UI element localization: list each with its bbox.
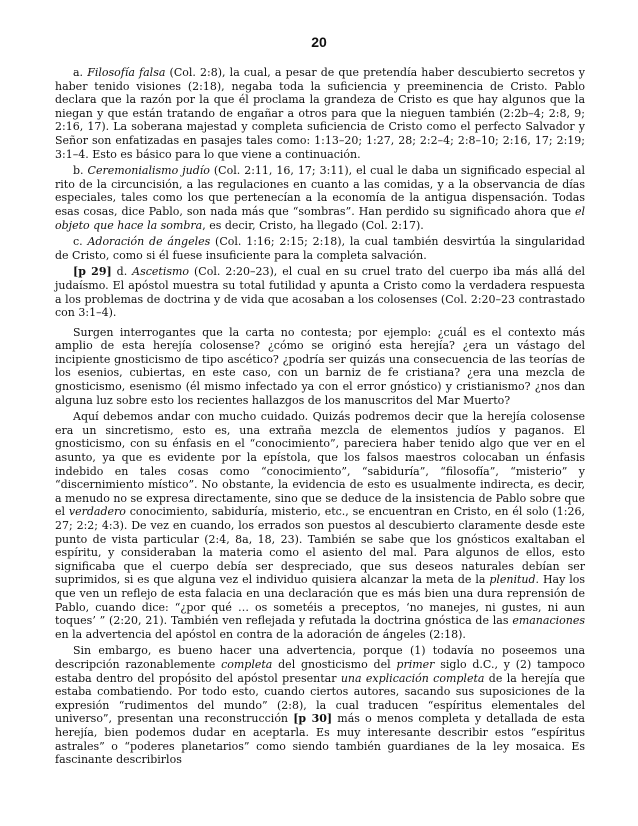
text-run: en la advertencia del apóstol en contra de la adoración de ángeles (2:18). [55, 627, 466, 641]
italic-term: completa [221, 657, 273, 671]
body-text [55, 66, 585, 770]
page-ref-marker: [p 30] [293, 712, 333, 726]
page-ref-marker: [p 29] [73, 265, 112, 279]
text-run: c. [73, 235, 88, 249]
italic-term: Ascetismo [132, 265, 190, 279]
text-run: (Col. 2:8), la cual, a pesar de que pretendía haber descubierto secretos y haber tenido visiones (2:18), negaba toda la suficiencia y preeminencia de Cristo. Pablo declara que la razón por la que él proclama la grandeza de Cristo es que hay algunos que la niegan y que están tratando de engañar a otros para que la nieguen también (2:2b–4; 2:8, 9; 2:16, 17). La soberana majestad y completa suficiencia de Cristo como el perfecto Salvador y Señor son enfatizadas en pasajes tales como: 1:13–20; 1:27, 28; 2:2–4; 2:8–10; 2:16, 17; 2:19; 3:1–4. Esto es básico para lo que viene a continuación. [55, 66, 585, 161]
text-run: del gnosticismo del [272, 657, 397, 671]
text-run: siglo d.C., y (2) tampoco estaba dentro del propósito del apóstol presentar [55, 657, 585, 685]
text-run: Sin embargo, es bueno hacer una advertencia, porque (1) todavía no poseemos una descripción razonablemente [55, 644, 585, 671]
text-run: d. [111, 265, 133, 279]
text-run: . Hay los que ven un reflejo de esta falacia en una declaración que es más bien una dura reprensión de Pablo, cuando dice: “¿por qué … os sometéis a preceptos, ‘no manejes, ni gustes, ni aun toques’ ” (2:20, 21). También ven reflejada y refutada la doctrina gnóstica de las [55, 573, 586, 628]
text-run: Aquí debemos andar con mucho cuidado. Quizás podremos decir que la herejía colosense era un sincretismo, esto es, una extraña mezcla de elementos judíos y paganos. El gnosticismo, con su énfasis en el “conocimiento”, pareciera haber tenido algo que ver en el asunto, ya que es evidente por la epístola, que los falsos maestros colocaban un énfasis indebido en tales cosas como “conocimiento”, “sabiduría”, “filosofía”, “misterio” y “discernimiento místico”. No obstante, la evidencia de esto es usualmente indirecta, es decir, a menudo no se expresa directamente, sino que se deduce de la insistencia de Pablo sobre que el [55, 410, 585, 519]
para-c-adoracion-angeles [55, 235, 585, 262]
italic-term: Ceremonialismo judío [87, 164, 210, 178]
italic-term: el objeto que hace la sombra [55, 204, 585, 232]
italic-term: Adoración de ángeles [87, 235, 211, 249]
italic-term: plenitud [489, 573, 536, 587]
text-run: Surgen interrogantes que la carta no contesta; por ejemplo: ¿cuál es el contexto más amplio de esta herejía colosense? ¿cómo se originó esta herejía? ¿era un vástago del incipiente gnosticismo de tipo ascético? ¿podría ser quizás una consecuencia de las teorías de los esenios, cubiertas, en este caso, con un barniz de fe cristiana? ¿era una mezcla de gnosticismo, esenismo (él mismo infectado ya con el error gnóstico) y cristianismo? ¿nos dan alguna luz sobre esto los recientes hallazgos de los manuscritos del Mar Muerto? [55, 325, 585, 407]
italic-term: Filosofía falsa [87, 66, 166, 79]
text-run: (Col. 2:20–23), el cual en su cruel trato del cuerpo iba más allá del judaísmo. El apóstol muestra su total futilidad y apunta a Cristo como la verdadera respuesta a los problemas de doctrina y de vida que acosaban a los colosenses (Col. 2:20–23 contrastado con 3:1–4). [55, 265, 585, 320]
text-run: de la herejía que estaba combatiendo. Por todo esto, cuando ciertos autores, sacando sus suposiciones de la expresión “rudimentos del mundo” (2:8), la cual traducen “espíritus elementales del universo”, presentan una reconstrucción [55, 671, 585, 726]
text-run: b. [73, 164, 88, 178]
para-surgen-interrogantes [55, 326, 585, 408]
text-run: más o menos completa y detallada de esta herejía, bien podemos dudar en aceptarla. Es muy interesante describir estos “espíritus astrales” o “poderes planetarios” como siendo también guardianes de la ley mosaica. Es fascinante describirlos [55, 712, 585, 767]
text-run: conocimiento, sabiduría, misterio, etc., se encuentran en Cristo, en él solo (1:26, 27; 2:2; 4:3). De vez en cuando, los errados son puestos al descubierto claramente desde este punto de vista particular (2:4, 8a, 18, 23). También se sabe que los gnósticos exaltaban el espíritu, y consideraban la materia como el asiento del mal. Para algunos de ellos, esto significaba que el cuerpo debía ser despreciado, que sus deseos naturales debían ser suprimidos, si es que alguna vez el individuo quisiera alcanzar la meta de la [55, 505, 585, 587]
italic-term: emanaciones [512, 614, 585, 628]
italic-term: primer [396, 657, 435, 671]
para-a-filosofia-falsa [55, 66, 585, 161]
italic-term: una explicación completa [340, 671, 485, 685]
para-b-ceremonialismo [55, 164, 585, 232]
text-run: a. [73, 66, 88, 79]
para-sin-embargo [55, 644, 585, 766]
italic-term: verdadero [68, 505, 126, 519]
page-number: 20 [311, 34, 327, 50]
para-aqui-debemos [55, 410, 585, 641]
para-d-ascetismo [55, 265, 585, 319]
text-run: , es decir, Cristo, ha llegado (Col. 2:17). [202, 218, 424, 232]
text-run: (Col. 1:16; 2:15; 2:18), la cual también desvirtúa la singularidad de Cristo, como si él fuese insuficiente para la completa salvación. [55, 235, 585, 262]
text-run: (Col. 2:11, 16, 17; 3:11), el cual le daba un significado especial al rito de la circuncisión, a las regulaciones en cuanto a las comidas, y a la observancia de días especiales, tales como los que pertenecían a la economía de la antigua dispensación. Todas esas cosas, dice Pablo, son nada más que “sombras”. Han perdido su significado ahora que [55, 164, 585, 218]
